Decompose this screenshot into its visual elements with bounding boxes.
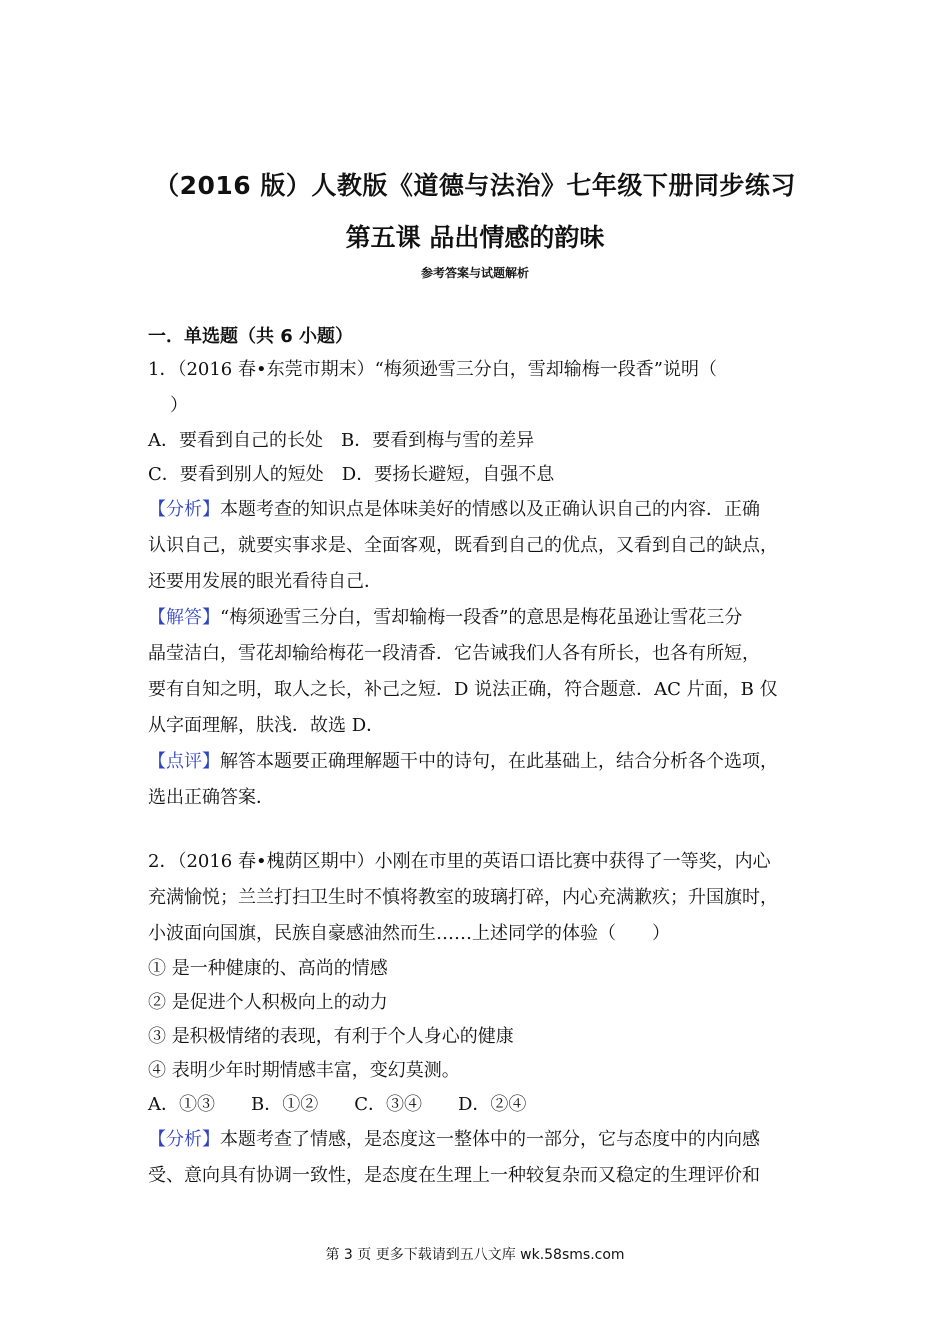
- question-1-comment: [148, 744, 818, 780]
- spacer: [148, 816, 818, 844]
- lesson-title: 第五课 品出情感的韵味: [345, 223, 605, 252]
- answer-text: “梅须逊雪三分白，雪却输梅一段香”的意思是梅花虽逊让雪花三分: [220, 607, 743, 628]
- question-2-item: ④ 表明少年时期情感丰富，变幻莫测。: [148, 1060, 460, 1081]
- question-1-analysis: [148, 492, 818, 528]
- question-1-options-cd: C．要看到别人的短处 D．要扬长避短，自强不息: [148, 464, 555, 485]
- page-footer: 第 3 页 更多下载请到五八文库 wk.58sms.com: [325, 1247, 625, 1263]
- answer-text-line: 从字面理解，肤浅．故选 D．: [148, 715, 385, 736]
- question-2-analysis: [148, 1122, 818, 1158]
- question-1: [148, 352, 818, 816]
- answer-text-line: 要有自知之明，取人之长，补己之短．D 说法正确，符合题意．AC 片面，B 仅: [148, 679, 778, 700]
- analysis-tag: 【分析】: [148, 1129, 220, 1150]
- question-1-stem: 1．（2016 春•东莞市期末）“梅须逊雪三分白，雪却输梅一段香”说明（: [148, 359, 718, 380]
- comment-tag: 【点评】: [148, 751, 220, 772]
- question-2-options: A．①③ B．①② C．③④ D．②④: [148, 1094, 527, 1115]
- question-2-stem-cont: 小波面向国旗，民族自豪感油然而生……上述同学的体验（ ）: [148, 923, 670, 944]
- question-1-answer: [148, 600, 818, 636]
- document-title: （2016 版）人教版《道德与法治》七年级下册同步练习: [154, 171, 796, 200]
- document-subtitle: 参考答案与试题解析: [420, 266, 529, 280]
- analysis-text-line: 还要用发展的眼光看待自己．: [148, 571, 382, 592]
- question-2-stem-cont: 充满愉悦；兰兰打扫卫生时不慎将教室的玻璃打碎，内心充满歉疚；升国旗时，: [148, 887, 778, 908]
- analysis-text: 本题考查的知识点是体味美好的情感以及正确认识自己的内容．正确: [220, 499, 760, 520]
- analysis-text-line: 受、意向具有协调一致性，是态度在生理上一种较复杂而又稳定的生理评价和: [148, 1165, 760, 1186]
- question-2-item: ① 是一种健康的、高尚的情感: [148, 958, 388, 979]
- analysis-text-line: 认识自己，就要实事求是、全面客观，既看到自己的优点，又看到自己的缺点，: [148, 535, 778, 556]
- answer-tag: 【解答】: [148, 607, 220, 628]
- analysis-tag: 【分析】: [148, 499, 220, 520]
- question-2-item: ③ 是积极情绪的表现，有利于个人身心的健康: [148, 1026, 514, 1047]
- question-1-stem-cont: ）: [170, 395, 188, 416]
- question-2: [148, 844, 818, 1194]
- answer-text-line: 晶莹洁白，雪花却输给梅花一段清香．它告诫我们人各有所长，也各有所短，: [148, 643, 760, 664]
- comment-text: 解答本题要正确理解题干中的诗句，在此基础上，结合分析各个选项，: [220, 751, 778, 772]
- section-heading: 一．单选题（共 6 小题）: [148, 326, 354, 347]
- document-body: [148, 322, 818, 1194]
- comment-text-line: 选出正确答案．: [148, 787, 274, 808]
- analysis-text: 本题考查了情感，是态度这一整体中的一部分，它与态度中的内向感: [220, 1129, 760, 1150]
- question-2-stem: 2．（2016 春•槐荫区期中）小刚在市里的英语口语比赛中获得了一等奖，内心: [148, 851, 771, 872]
- question-1-options-ab: A．要看到自己的长处 B．要看到梅与雪的差异: [148, 430, 535, 451]
- question-2-item: ② 是促进个人积极向上的动力: [148, 992, 388, 1013]
